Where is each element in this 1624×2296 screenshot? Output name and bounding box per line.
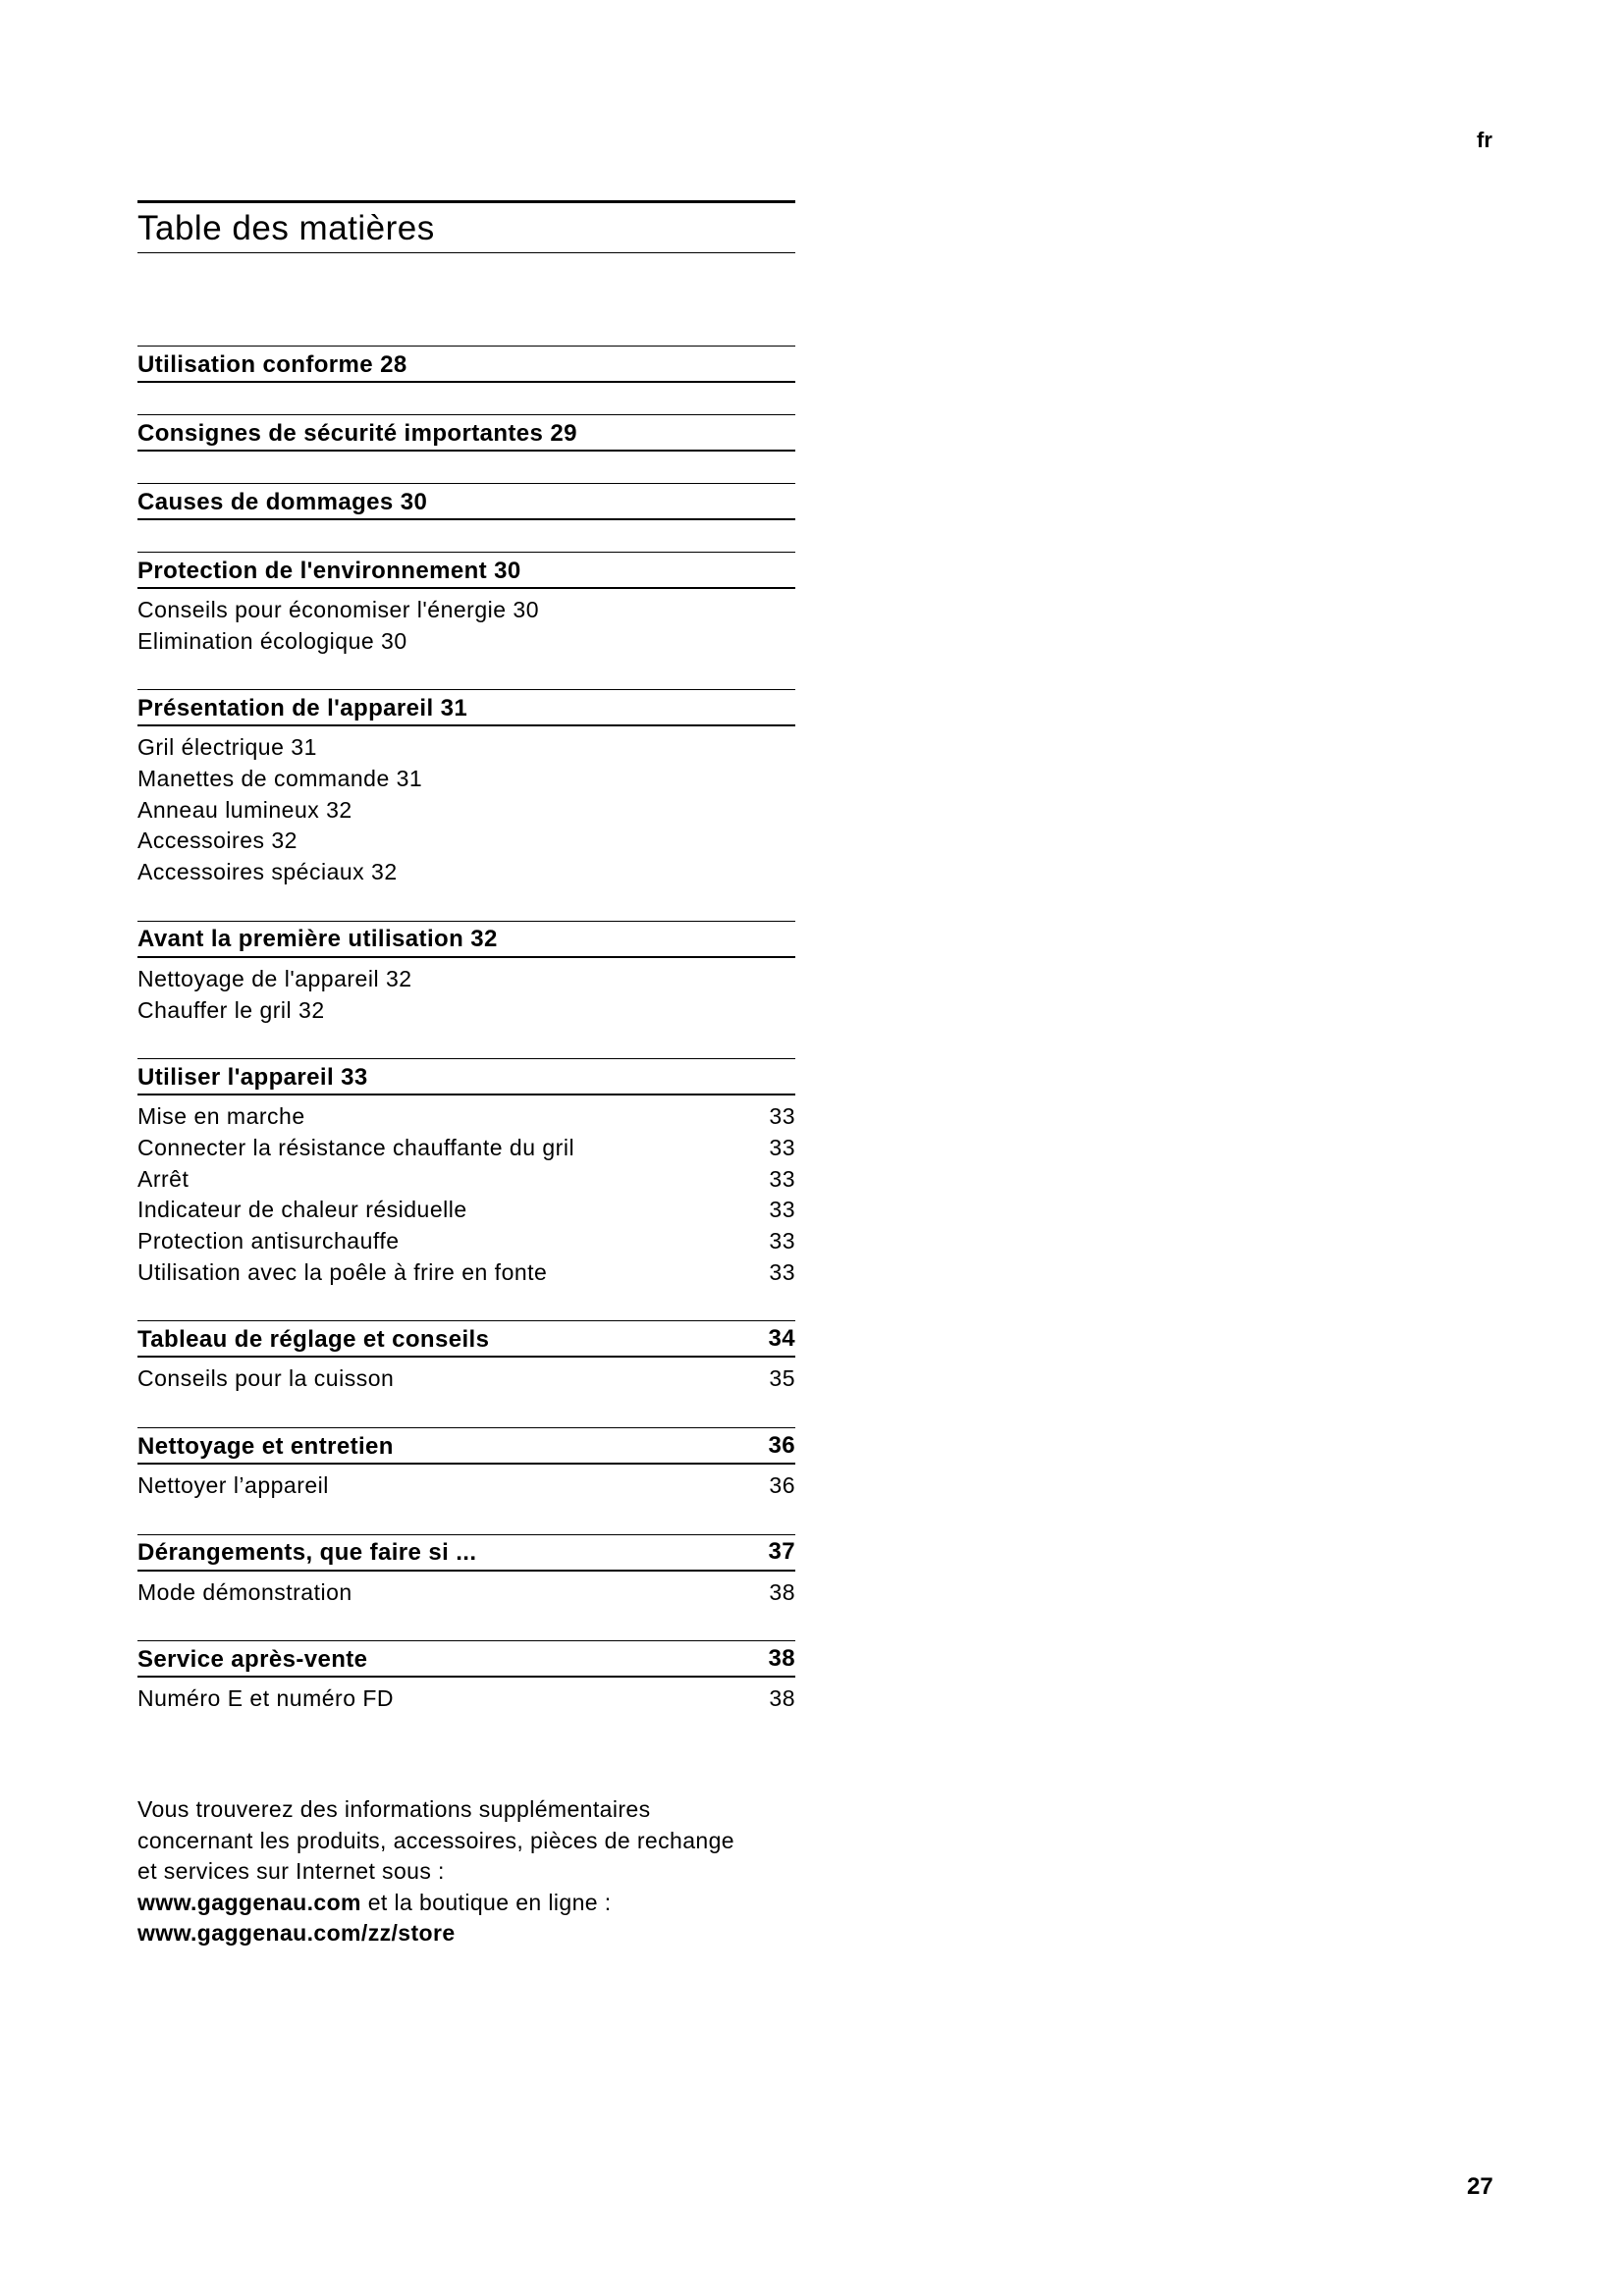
entry-title: Conseils pour économiser l'énergie 30 xyxy=(137,597,539,622)
language-code: fr xyxy=(1477,128,1492,152)
section-title: Causes de dommages 30 xyxy=(137,488,428,515)
toc-section-heading[interactable] xyxy=(137,1427,795,1465)
toc-entry[interactable] xyxy=(137,826,795,857)
entry-title: Accessoires 32 xyxy=(137,828,298,854)
entry-page: 36 xyxy=(769,1472,795,1498)
toc-entry[interactable] xyxy=(137,1683,795,1715)
entry-title: Arrêt xyxy=(137,1165,189,1192)
toc-section xyxy=(137,689,795,887)
entry-title: Conseils pour la cuisson xyxy=(137,1365,395,1392)
section-title: Protection de l'environnement 30 xyxy=(137,557,521,584)
footer-text: Vous trouverez des informations supplémentaires concernant les produits, accessoires, pièces de rechange et services sur Internet sous : xyxy=(137,1796,734,1884)
toc-section-heading[interactable] xyxy=(137,346,795,383)
toc-section-heading[interactable] xyxy=(137,483,795,520)
section-page: 34 xyxy=(768,1324,795,1352)
entry-title: Anneau lumineux 32 xyxy=(137,796,352,823)
entry-title: Nettoyage de l'appareil 32 xyxy=(137,965,412,991)
entry-title: Manettes de commande 31 xyxy=(137,766,423,792)
section-page: 38 xyxy=(768,1644,795,1672)
section-title: Service après-vente xyxy=(137,1645,368,1673)
toc-entry[interactable] xyxy=(137,1195,795,1226)
toc-section xyxy=(137,921,795,1026)
toc-section xyxy=(137,1320,795,1395)
toc-section-heading[interactable] xyxy=(137,1640,795,1678)
toc-section xyxy=(137,414,795,452)
entry-page: 33 xyxy=(769,1165,795,1192)
toc-section xyxy=(137,552,795,657)
toc-section xyxy=(137,483,795,520)
toc-section xyxy=(137,1058,795,1288)
page-number: 27 xyxy=(1467,2173,1493,2200)
entry-page: 33 xyxy=(769,1258,795,1285)
toc-entry[interactable] xyxy=(137,795,795,827)
entry-title: Connecter la résistance chauffante du gril xyxy=(137,1134,575,1160)
section-title: Avant la première utilisation 32 xyxy=(137,926,498,953)
entry-title: Mise en marche xyxy=(137,1103,305,1130)
section-title: Utiliser l'appareil 33 xyxy=(137,1063,368,1091)
section-title: Tableau de réglage et conseils xyxy=(137,1325,490,1353)
section-page: 36 xyxy=(768,1431,795,1459)
table-of-contents xyxy=(137,346,795,1747)
entry-title: Utilisation avec la poêle à frire en fonte xyxy=(137,1258,548,1285)
entry-title: Chauffer le gril 32 xyxy=(137,996,325,1023)
toc-entry[interactable] xyxy=(137,1257,795,1289)
toc-section-heading[interactable] xyxy=(137,414,795,452)
toc-section-heading[interactable] xyxy=(137,1534,795,1572)
toc-entry[interactable] xyxy=(137,1470,795,1502)
section-title: Présentation de l'appareil 31 xyxy=(137,694,468,721)
toc-section-heading[interactable] xyxy=(137,1320,795,1358)
toc-section-heading[interactable] xyxy=(137,1058,795,1095)
entry-page: 38 xyxy=(769,1578,795,1605)
entry-title: Elimination écologique 30 xyxy=(137,627,407,654)
toc-entry[interactable] xyxy=(137,626,795,658)
entry-page: 38 xyxy=(769,1685,795,1712)
toc-section-heading[interactable] xyxy=(137,552,795,589)
toc-entry[interactable] xyxy=(137,1363,795,1395)
section-title: Utilisation conforme 28 xyxy=(137,350,407,378)
toc-entry[interactable] xyxy=(137,1164,795,1196)
toc-entry[interactable] xyxy=(137,732,795,764)
toc-entry[interactable] xyxy=(137,857,795,888)
entry-title: Mode démonstration xyxy=(137,1578,352,1605)
entry-title: Protection antisurchauffe xyxy=(137,1227,400,1254)
entry-title: Indicateur de chaleur résiduelle xyxy=(137,1197,467,1223)
entry-page: 33 xyxy=(769,1134,795,1160)
toc-section xyxy=(137,1427,795,1502)
store-link[interactable]: www.gaggenau.com/zz/store xyxy=(137,1920,456,1946)
toc-section xyxy=(137,1534,795,1609)
footer-note xyxy=(137,1794,746,1949)
toc-entry[interactable] xyxy=(137,964,795,995)
toc-entry[interactable] xyxy=(137,1226,795,1257)
section-title: Nettoyage et entretien xyxy=(137,1432,394,1460)
entry-page: 33 xyxy=(769,1103,795,1130)
entry-page: 33 xyxy=(769,1197,795,1223)
toc-header xyxy=(137,200,795,253)
entry-title: Nettoyer l’appareil xyxy=(137,1472,329,1498)
footer-middle-text: et la boutique en ligne : xyxy=(360,1889,612,1915)
toc-entry[interactable] xyxy=(137,1101,795,1133)
entry-title: Accessoires spéciaux 32 xyxy=(137,859,398,885)
section-page: 37 xyxy=(768,1538,795,1566)
toc-section xyxy=(137,1640,795,1715)
section-title: Consignes de sécurité importantes 29 xyxy=(137,419,577,447)
toc-entry[interactable] xyxy=(137,764,795,795)
toc-entry[interactable] xyxy=(137,1577,795,1609)
toc-entry[interactable] xyxy=(137,595,795,626)
entry-page: 33 xyxy=(769,1227,795,1254)
toc-section-heading[interactable] xyxy=(137,921,795,958)
toc-section xyxy=(137,346,795,383)
page-title: Table des matières xyxy=(137,209,435,247)
entry-page: 35 xyxy=(769,1365,795,1392)
toc-section-heading[interactable] xyxy=(137,689,795,726)
toc-entry[interactable] xyxy=(137,1133,795,1164)
entry-title: Gril électrique 31 xyxy=(137,734,317,761)
entry-title: Numéro E et numéro FD xyxy=(137,1685,395,1712)
section-title: Dérangements, que faire si ... xyxy=(137,1539,477,1567)
toc-entry[interactable] xyxy=(137,995,795,1027)
website-link[interactable]: www.gaggenau.com xyxy=(137,1889,361,1915)
